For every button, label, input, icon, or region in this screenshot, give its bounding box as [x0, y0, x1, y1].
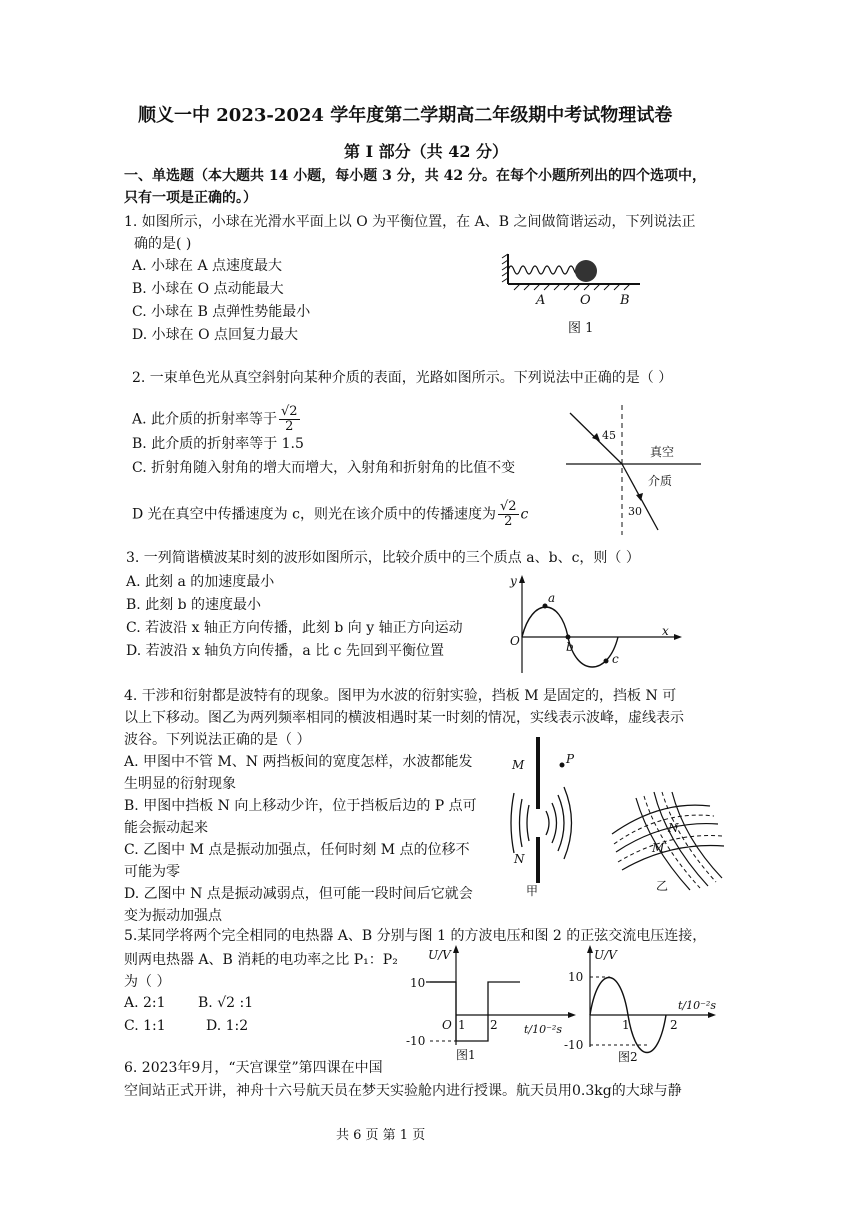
q3-c-label: c: [612, 652, 619, 666]
q2-medium-label: 介质: [648, 474, 673, 488]
q5-option-b-value: √2 :1: [217, 995, 254, 1011]
q6-line1: 6. 2023年9月，“天宫课堂”第四课在中国: [124, 1060, 383, 1076]
q5-fig1-caption: 图1: [456, 1048, 476, 1062]
q5-fig1-t-label: t/10⁻²s: [524, 1023, 562, 1036]
q4-n-label: N: [514, 852, 525, 866]
q2-option-b: B. 此介质的折射率等于 1.5: [132, 436, 304, 452]
q5-fig1-10-label: 10: [410, 976, 426, 990]
q4-stem-line2: 以上下移动。图乙为两列频率相同的横波相遇时某一时刻的情况，实线表示波峰，虚线表示: [124, 710, 684, 726]
q2-fraction-d: [498, 500, 519, 529]
q5-sine-wave-figure: [562, 945, 727, 1065]
q2-frac-a-den: 2: [285, 419, 294, 434]
q5-stem-line2: 则两电热器 A、B 消耗的电功率之比 P₁：P₂: [124, 952, 398, 968]
q5-option-a: A. 2:1: [124, 995, 166, 1011]
q5-stem-line1: 5.某同学将两个完全相同的电热器 A、B 分别与图 1 的方波电压和图 2 的正弦交流电压连接，: [124, 928, 707, 944]
q5-fig2-u-label: U/V: [594, 948, 617, 962]
q5-fig1-2-label: 2: [490, 1018, 498, 1032]
q4-option-b-line1: B. 甲图中挡板 N 向上移动少许，位于挡板后边的 P 点可: [124, 798, 477, 814]
q1-label-o: O: [580, 293, 591, 308]
q2-option-a-label: A. 此介质的折射率等于: [132, 411, 278, 428]
q5-fig2-1-label: 1: [622, 1018, 630, 1032]
q1-option-c: C. 小球在 B 点弹性势能最小: [132, 304, 311, 320]
q4-option-d-line2: 变为振动加强点: [124, 908, 222, 924]
q1-label-a: A: [536, 293, 546, 308]
q4-option-c-line2: 可能为零: [124, 864, 180, 880]
q4-stem-line3: 波谷。下列说法正确的是（ ）: [124, 732, 311, 748]
q2-refraction-figure: [566, 405, 706, 540]
q3-option-c: C. 若波沿 x 轴正方向传播，此刻 b 向 y 轴正方向运动: [126, 620, 463, 636]
q4-fig2-n-label: N: [668, 821, 679, 835]
q5-fig1-1-label: 1: [458, 1018, 466, 1032]
q3-option-b: B. 此刻 b 的速度最小: [126, 597, 262, 613]
exam-title: 顺义一中 2023-2024 学年度第二学期高二年级期中考试物理试卷: [138, 105, 673, 126]
q2-fraction-a: [279, 405, 300, 434]
q4-interference-figure: [610, 790, 730, 900]
q2-option-d: [132, 500, 528, 529]
part-heading: 第 I 部分（共 42 分）: [344, 142, 509, 161]
q4-stem-line1: 4. 干涉和衍射都是波特有的现象。图甲为水波的衍射实验，挡板 M 是固定的，挡板 N 可: [124, 688, 677, 704]
q4-option-d-line1: D. 乙图中 N 点是振动减弱点，但可能一段时间后它就会: [124, 886, 473, 902]
q5-fig1-u-label: U/V: [428, 948, 451, 962]
q1-caption: 图 1: [568, 321, 594, 336]
q1-option-a: A. 小球在 A 点速度最大: [132, 258, 283, 274]
q4-option-c-line1: C. 乙图中 M 点是振动加强点，任何时刻 M 点的位移不: [124, 842, 470, 858]
q3-a-label: a: [548, 591, 556, 605]
q3-wave-figure: [508, 575, 688, 675]
q1-spring-figure: [500, 248, 650, 338]
q2-frac-a-num: √2: [281, 404, 298, 419]
q3-origin-label: O: [510, 634, 520, 648]
q4-option-b-line2: 能会振动起来: [124, 820, 208, 836]
q3-stem: 3. 一列简谐横波某时刻的波形如图所示，比较介质中的三个质点 a、b、c，则（ ）: [126, 550, 640, 566]
q5-option-b: [198, 993, 253, 1013]
q6-line2: 空间站正式开讲，神舟十六号航天员在梦天实验舱内进行授课。航天员用0.3kg的大球与静: [124, 1083, 682, 1099]
q1-label-b: B: [620, 293, 630, 308]
q1-stem-line2: 确的是( ): [134, 236, 192, 252]
q4-fig2-m-label: M: [652, 841, 665, 855]
q2-stem: 2. 一束单色光从真空斜射向某种介质的表面，光路如图所示。下列说法中正确的是（ ）: [132, 370, 673, 386]
section-heading-line2: 只有一项是正确的。）: [124, 190, 257, 206]
q3-y-label: y: [510, 574, 517, 588]
q2-option-c: C. 折射角随入射角的增大而增大，入射角和折射角的比值不变: [132, 460, 516, 476]
q2-vacuum-label: 真空: [650, 445, 675, 459]
q5-fig2-t-label: t/10⁻²s: [678, 999, 716, 1012]
q5-option-c: C. 1:1: [124, 1018, 166, 1034]
q2-option-d-c: c: [520, 506, 529, 523]
q2-option-d-label: D 光在真空中传播速度为 c，则光在该介质中的传播速度为: [132, 506, 496, 523]
q3-b-label: b: [566, 640, 574, 654]
q5-fig1-origin-label: O: [442, 1018, 452, 1032]
q4-jia-label: 甲: [526, 884, 539, 898]
q5-fig2-n10-label: -10: [564, 1038, 584, 1052]
q2-frac-d-num: √2: [499, 499, 517, 514]
q4-yi-label: 乙: [656, 879, 669, 893]
q2-angle-30: 30: [628, 505, 642, 518]
q5-stem-line3: 为（ ）: [124, 974, 171, 990]
q1-stem-line1: 1. 如图所示，小球在光滑水平面上以 O 为平衡位置，在 A、B 之间做简谐运动，下列说法正: [124, 214, 696, 230]
q4-m-label: M: [512, 758, 525, 772]
q2-frac-d-den: 2: [504, 514, 513, 529]
q4-option-a-line1: A. 甲图中不管 M、N 两挡板间的宽度怎样，水波都能发: [124, 754, 473, 770]
section-heading-line1: 一、单选题（本大题共 14 小题，每小题 3 分，共 42 分。在每个小题所列出的四个选项中，: [124, 168, 706, 184]
q5-fig2-caption: 图2: [618, 1050, 638, 1064]
q2-option-a: [132, 405, 302, 434]
page-footer: 共 6 页 第 1 页: [336, 1128, 426, 1143]
q5-fig2-10-label: 10: [568, 970, 584, 984]
q4-diffraction-figure: [498, 735, 608, 900]
q5-fig2-2-label: 2: [670, 1018, 678, 1032]
q3-option-a: A. 此刻 a 的加速度最小: [126, 574, 275, 590]
q1-option-b: B. 小球在 O 点动能最大: [132, 281, 284, 297]
q1-option-d: D. 小球在 O 点回复力最大: [132, 327, 299, 343]
q3-option-d: D. 若波沿 x 轴负方向传播，a 比 c 先回到平衡位置: [126, 643, 444, 659]
q5-square-wave-figure: [404, 945, 584, 1065]
q2-angle-45: 45: [602, 429, 616, 442]
q5-fig1-n10-label: -10: [406, 1034, 426, 1048]
q5-option-b-label: B.: [198, 995, 213, 1011]
q4-p-label: P: [566, 752, 575, 766]
q5-option-d: D. 1:2: [206, 1018, 249, 1034]
q4-option-a-line2: 生明显的衍射现象: [124, 776, 236, 792]
q3-x-label: x: [662, 624, 669, 638]
